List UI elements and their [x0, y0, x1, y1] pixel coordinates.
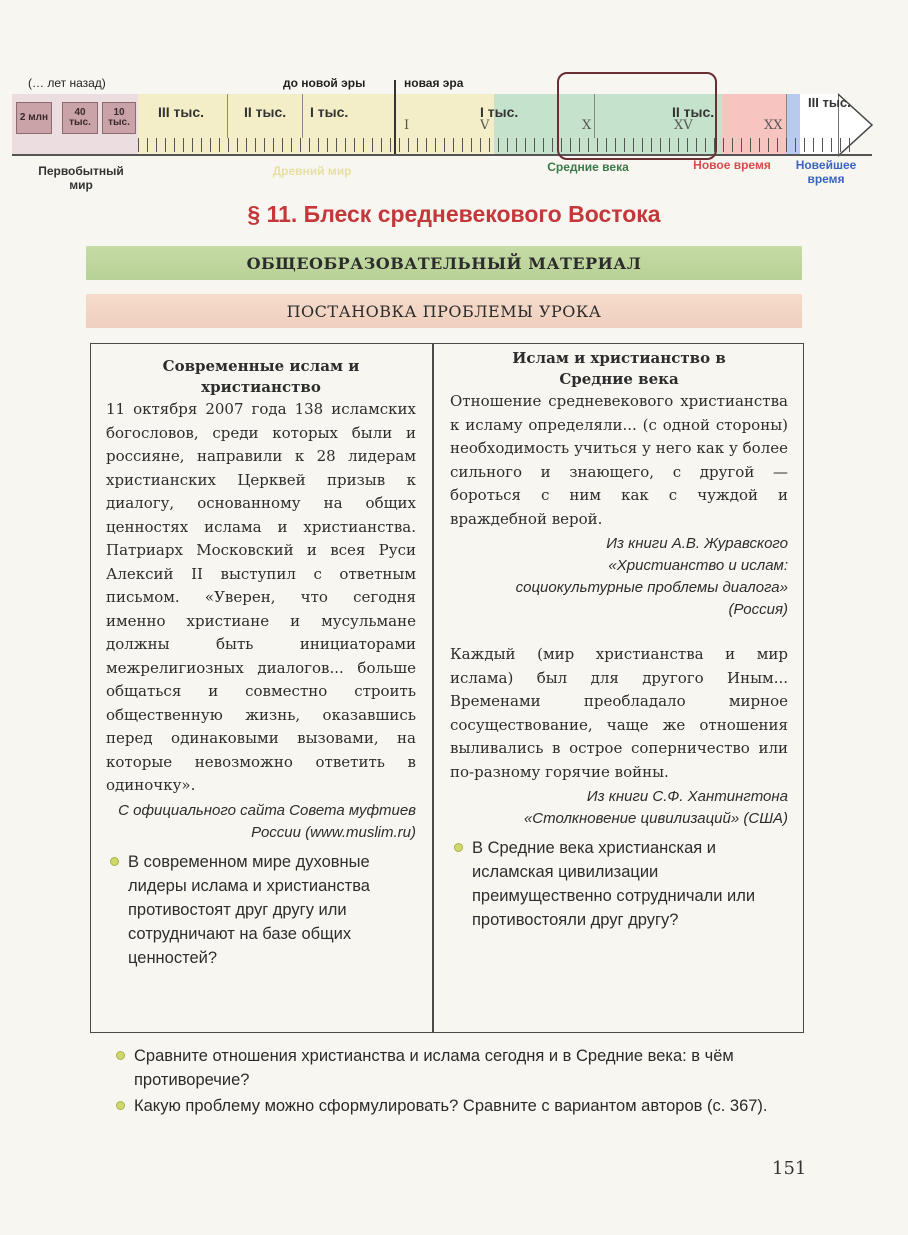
right-column-question — [450, 836, 788, 932]
column-divider — [432, 343, 434, 1033]
bottom-question-1 — [112, 1044, 812, 1092]
years-ago-label: (… лет назад) — [28, 76, 106, 90]
left-question-text: В современном мире духовные лидеры ислама и христианства противостоят друг другу или сотрудничают на базе общих ценностей? — [128, 852, 370, 967]
ad-label: новая эра — [404, 76, 464, 90]
left-column-text: 11 октября 2007 года 138 исламских богословов, среди которых были и россияне, направили к 28 лидерам христианских Церквей призыв к диалогу, основанному на общих ценностях ислама и христианства. Патриарх Московский и всея Руси Алексий II выступил с ответным письмом. «Уверен, что сегодня именно христиане и мусульмане должны быть инициаторами межрелигиозных диалогов... больше общаться и совместно строить общественную жизнь, оказавшись перед одинаковыми вызовами, на которые невозможно ответить в одиночку». — [106, 400, 416, 794]
highlight-bracket — [557, 72, 717, 160]
bullet-icon — [116, 1101, 125, 1110]
right-question-text: В Средние века христианская и исламская цивилизации преимущественно сотрудничали или противостояли друг другу? — [472, 839, 756, 929]
century-1: I — [404, 118, 410, 133]
right-column-heading: Ислам и христианство в Средние века — [512, 349, 726, 388]
mil-divider — [227, 94, 228, 138]
era-modern: Новое время — [693, 158, 771, 172]
arrow-head-icon — [838, 80, 874, 170]
timeline-bar — [12, 94, 862, 156]
bottom-question-2 — [112, 1094, 812, 1118]
left-column-citation: С официального сайта Совета муфтиев России (www.muslim.ru) — [118, 801, 416, 841]
left-column-heading: Современные ислам и христианство — [162, 357, 360, 396]
mil-ad-3: III тыс. — [808, 95, 851, 110]
page-number: 151 — [772, 1158, 807, 1179]
section-band-general: ОБЩЕОБРАЗОВАТЕЛЬНЫЙ МАТЕРИАЛ — [86, 246, 802, 280]
right-column-text-1: Отношение средневекового христианства к исламу определяли... (с одной стороны) необходимость учиться у него как у более сильного и знающего, с другой — бороться с ним как с чуждой и враждебной верой. — [450, 392, 788, 528]
century-15: XV — [674, 118, 693, 133]
bullet-icon — [110, 857, 119, 866]
mil-ad-2: II тыс. — [672, 104, 715, 120]
box-10-thousand: 10 тыс. — [102, 102, 136, 134]
century-20: XX — [764, 118, 783, 133]
timeline-axis — [12, 154, 872, 156]
section-band-problem: ПОСТАНОВКА ПРОБЛЕМЫ УРОКА — [86, 294, 802, 328]
century-10: X — [582, 118, 592, 133]
left-column-question — [106, 850, 416, 970]
mil-bc-2: II тыс. — [244, 104, 287, 120]
bottom-question-2-text: Какую проблему можно сформулировать? Сравните с вариантом авторов (с. 367). — [134, 1097, 768, 1115]
era-middle-ages: Средние века — [547, 160, 629, 174]
mil-divider — [302, 94, 303, 138]
right-column-citation-1: Из книги А.В. Журавского «Христианство и ислам: социокультурные проблемы диалога» (Россия) — [515, 535, 788, 618]
left-column — [106, 356, 416, 970]
bullet-icon — [454, 843, 463, 852]
bc-label: до новой эры — [283, 76, 366, 90]
bottom-questions — [112, 1044, 812, 1120]
era-ancient: Древний мир — [272, 164, 352, 178]
era-contemporary: Новейшее время — [795, 158, 857, 186]
box-40-thousand: 40 тыс. — [62, 102, 98, 134]
paragraph-title: § 11. Блеск средневекового Востока — [247, 201, 661, 227]
right-column-citation-2: Из книги С.Ф. Хантингтона «Столкновение цивилизаций» (США) — [523, 788, 788, 827]
bottom-question-1-text: Сравните отношения христианства и ислама сегодня и в Средние века: в чём противоречие? — [134, 1047, 734, 1089]
bullet-icon — [116, 1051, 125, 1060]
mil-divider — [786, 94, 787, 138]
box-2-mln: 2 млн — [16, 102, 52, 134]
mil-bc-1: I тыс. — [310, 104, 349, 120]
era-primitive: Первобытный мир — [38, 164, 124, 192]
mil-bc-3: III тыс. — [158, 104, 205, 120]
mil-ad-1: I тыс. — [480, 104, 519, 120]
right-column-text-2: Каждый (мир христианства и мир ислама) был для другого Иным... Временами преобладало мирное сосуществование, чаще же отношения выливались в острое соперничество или по-разному горячие войны. — [450, 645, 788, 781]
timeline-ticks — [138, 138, 858, 152]
right-column — [450, 348, 788, 932]
century-5: V — [480, 118, 490, 133]
